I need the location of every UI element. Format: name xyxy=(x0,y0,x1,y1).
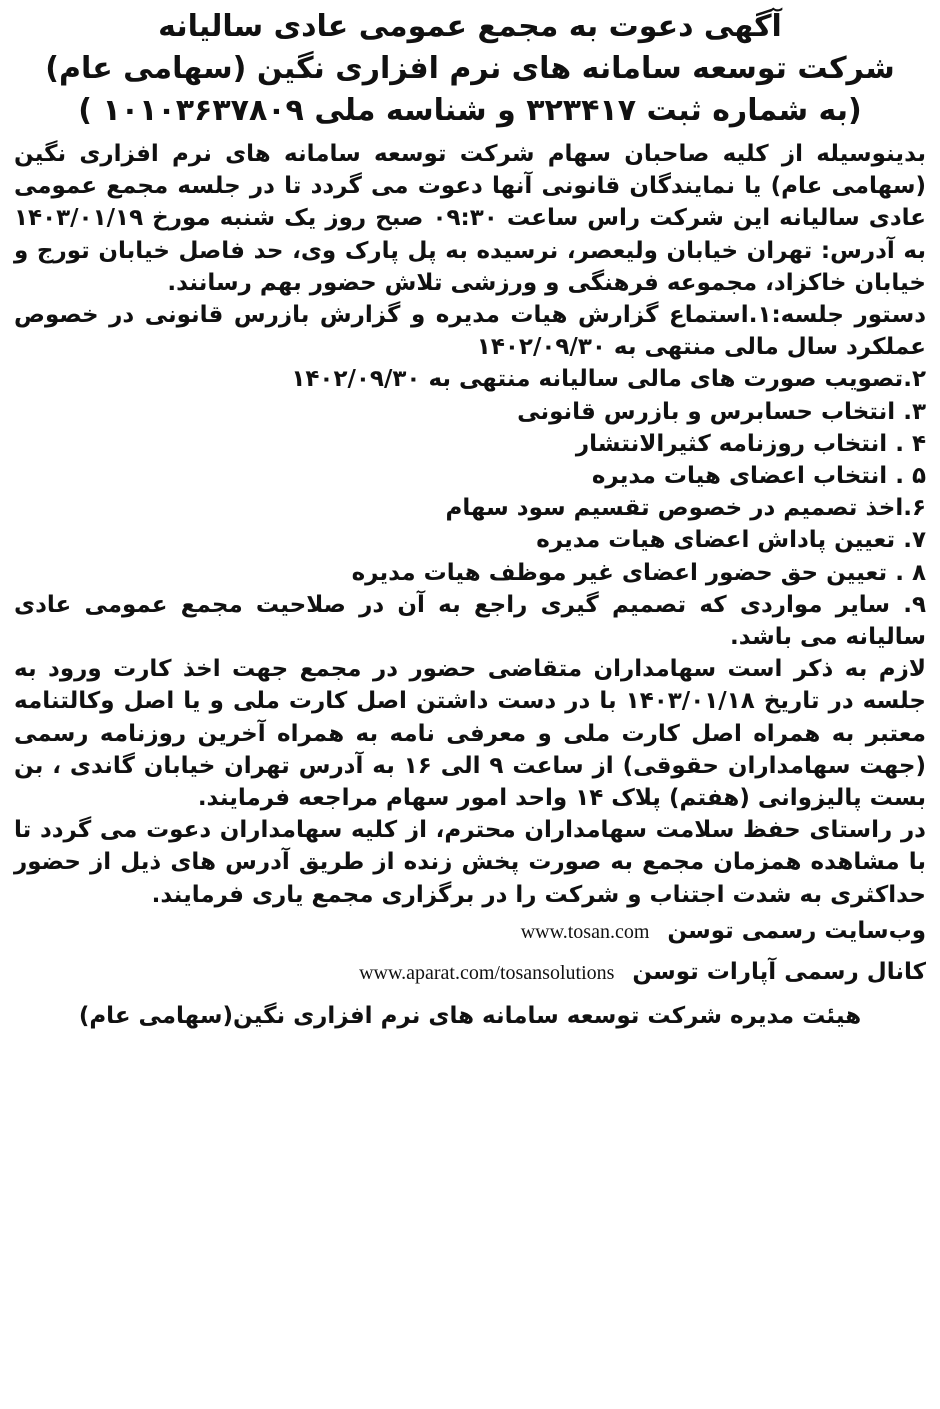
agenda-item-8 xyxy=(14,557,926,589)
notice-body xyxy=(14,138,926,911)
agenda-item-text: استماع گزارش هیات مدیره و گزارش بازرس قانونی در خصوص عملکرد سال مالی منتهی به ۱۴۰۲/۰۹/۳۰ xyxy=(14,302,926,361)
agenda-item-5 xyxy=(14,460,926,492)
website-label: وب‌سایت رسمی توسن xyxy=(667,917,926,944)
title-line-2: شرکت توسعه سامانه های نرم افزاری نگین (سهامی عام) xyxy=(45,51,895,86)
agenda-item-number: ۱. xyxy=(748,302,772,329)
agenda-item-1 xyxy=(14,299,926,363)
agenda-item-text: انتخاب حسابرس و بازرس قانونی xyxy=(517,398,896,425)
agenda-item-6 xyxy=(14,492,926,524)
agenda-item-number: ۹. xyxy=(903,591,926,618)
agenda-item-text: سایر مواردی که تصمیم گیری راجع به آن در صلاحیت مجمع عمومی عادی سالیانه می باشد. xyxy=(14,591,926,651)
agenda-item-number: ۷. xyxy=(903,527,926,554)
agenda-item-number: ۳. xyxy=(903,398,926,425)
agenda-item-7 xyxy=(14,524,926,556)
agenda-item-text: تعیین پاداش اعضای هیات مدیره xyxy=(536,527,896,554)
agenda-item-9 xyxy=(14,589,926,653)
title-line-3: (به شماره ثبت ۳۲۳۴۱۷ و شناسه ملی ۱۰۱۰۳۶۳۷۸۰۹ ) xyxy=(78,93,862,128)
agenda-item-text: تصویب صورت های مالی سالیانه منتهی به ۱۴۰۲/۰۹/۳۰ xyxy=(291,366,904,393)
website-link[interactable]: www.tosan.com xyxy=(520,920,650,943)
aparat-row xyxy=(14,952,926,993)
agenda-item-2 xyxy=(14,363,926,395)
agenda-item-text: انتخاب اعضای هیات مدیره xyxy=(591,463,888,490)
agenda-list xyxy=(14,299,926,653)
agenda-heading: دستور جلسه: xyxy=(771,302,926,329)
agenda-item-3 xyxy=(14,396,926,428)
agenda-item-number: ۲. xyxy=(903,366,926,393)
board-signature: هیئت مدیره شرکت توسعه سامانه های نرم افزاری نگین(سهامی عام) xyxy=(78,1002,862,1029)
agenda-item-number: ۶. xyxy=(903,495,926,522)
notice-title xyxy=(14,6,926,132)
agenda-item-text: اخذ تصمیم در خصوص تقسیم سود سهام xyxy=(445,495,904,522)
agenda-item-text: انتخاب روزنامه کثیرالانتشار xyxy=(575,430,888,457)
title-line-1: آگهی دعوت به مجمع عمومی عادی سالیانه xyxy=(158,9,782,44)
aparat-label: کانال رسمی آپارات توسن xyxy=(632,958,926,985)
agenda-item-number: ۴ . xyxy=(895,430,926,457)
agenda-item-text: تعیین حق حضور اعضای غیر موظف هیات مدیره xyxy=(351,559,888,586)
agenda-item-4 xyxy=(14,428,926,460)
aparat-link[interactable]: www.aparat.com/tosansolutions xyxy=(359,961,615,984)
intro-paragraph: بدینوسیله از کلیه صاحبان سهام شرکت توسعه سامانه های نرم افزاری نگین (سهامی عام) یا نمایندگان قانونی آنها دعوت می گردد تا در جلسه مجمع عمومی عادی سالیانه این شرکت راس ساعت ۰۹:۳۰ صبح روز یک شنبه مورخ ۱۴۰۳/۰۱/۱۹ به آدرس: تهران خیابان ولیعصر، نرسیده به پل پارک وی، حد فاصل خیابان تورج و خیابان خاکزاد، مجموعه فرهنگی و ورزشی تلاش حضور بهم رسانند. xyxy=(14,141,926,296)
website-row xyxy=(14,911,926,952)
registration-paragraph: لازم به ذکر است سهامداران متقاضی حضور در مجمع جهت اخذ کارت ورود به جلسه در تاریخ ۱۴۰۳/۰۱/۱۸ با در دست داشتن اصل کارت ملی و یا اصل وکالتنامه معتبر به همراه اصل کارت ملی و معرفی نامه به همراه آخرین روزنامه رسمی (جهت سهامداران حقوقی) از ساعت ۹ الی ۱۶ به آدرس تهران خیابان گاندی ، بن بست پالیزوانی (هفتم) پلاک ۱۴ واحد امور سهام مراجعه فرمایند. xyxy=(14,656,926,812)
agenda-item-number: ۵ . xyxy=(895,463,926,490)
agenda-item-number: ۸ . xyxy=(895,559,926,586)
health-paragraph: در راستای حفظ سلامت سهامداران محترم، از کلیه سهامداران دعوت می گردد تا با مشاهده همزمان مجمع به صورت پخش زنده از طریق آدرس های ذیل از حضور حداکثری به شدت اجتناب و شرکت را در برگزاری مجمع یاری فرمایند. xyxy=(14,817,926,908)
